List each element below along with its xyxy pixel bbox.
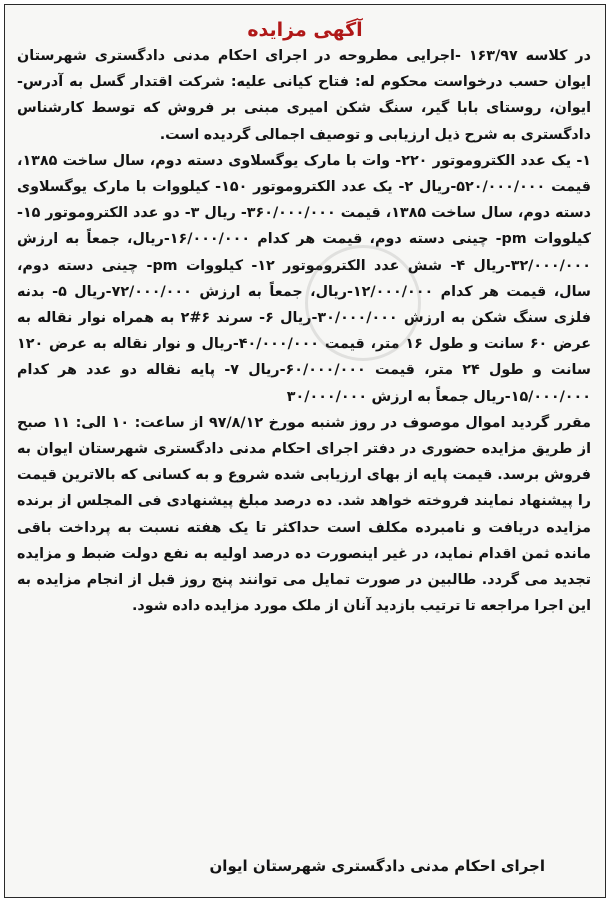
case-description-paragraph: در کلاسه ۱۶۳/۹۷ -اجرایی مطروحه در اجرای احکام مدنی دادگستری شهرستان ایوان حسب درخواست محکوم له: فتاح کیانی علیه: شرکت اقتدار گسل به آدرس- ایوان، روستای بابا گیر، سنگ شکن امیری مبنی بر فروش که توسط کارشناس دادگستری به شرح ذیل ارزیابی و توصیف اجمالی گردیده است. xyxy=(17,48,591,143)
items-list-paragraph: ۱- یک عدد الکتروموتور ۲۲۰- وات با مارک یوگسلاوی دسته دوم، سال ساخت ۱۳۸۵، قیمت ۵۲۰/۰۰۰/۰۰۰-ریال ۲- یک عدد الکتروموتور ۱۵۰- کیلووات با مارک یوگسلاوی دسته دوم، سال ساخت ۱۳۸۵، قیمت ۳۶۰/۰۰۰/۰۰۰- ریال ۳- دو عدد الکتروموتور ۱۵- کیلووات pm- چینی دسته دوم، قیمت هر کدام ۱۶/۰۰۰/۰۰۰-ریال، جمعاً به ارزش ۳۲/۰۰۰/۰۰۰-ریال ۴- شش عدد الکتروموتور ۱۲- کیلووات pm- چینی دسته دوم، سال، قیمت هر کدام ۱۲/۰۰۰/۰۰۰-ریال، جمعاً به ارزش ۷۲/۰۰۰/۰۰۰-ریال ۵- بدنه فلزی سنگ شکن به ارزش ۳۰/۰۰۰/۰۰۰-ریال ۶- سرند ۶#۲ به همراه نوار نقاله به عرض ۶۰ سانت و طول ۱۶ متر، قیمت ۴۰/۰۰۰/۰۰۰-ریال و نوار نقاله به عرض ۱۲۰ سانت و طول ۲۴ متر، قیمت ۶۰/۰۰۰/۰۰۰-ریال ۷- پایه نقاله دو عدد هر کدام ۱۵/۰۰۰/۰۰۰-ریال جمعاً به ارزش ۳۰/۰۰۰/۰۰۰ xyxy=(17,152,592,405)
auction-notice xyxy=(4,4,606,898)
issuer-signature: اجرای احکام مدنی دادگستری شهرستان ایوان xyxy=(209,857,545,875)
auction-terms-paragraph: مقرر گردید اموال موصوف در روز شنبه مورخ ۹۷/۸/۱۲ از ساعت: ۱۰ الی: ۱۱ صبح از طریق مزایده حضوری در دفتر اجرای احکام مدنی دادگستری شهرستان ایوان به فروش برسد. قیمت پایه از بهای ارزیابی شده شروع و به کسانی که بالاترین قیمت را پیشنهاد نمایند فروخته خواهد شد. ده درصد مبلغ پیشنهادی فی المجلس از برنده مزایده دریافت و نامبرده مکلف است حداکثر تا یک هفته نسبت به پرداخت باقی مانده ثمن اقدام نماید، در غیر اینصورت ده درصد اولیه به نفع دولت ضبط و مزایده تجدید می گردد. طالبین در صورت تمایل می توانند پنج روز قبل از انجام مزایده به این اجرا مراجعه تا ترتیب بازدید آنان از ملک مورد مزایده داده شود. xyxy=(17,414,592,615)
notice-body xyxy=(5,43,605,619)
notice-title: آگهی مزایده xyxy=(247,19,363,41)
